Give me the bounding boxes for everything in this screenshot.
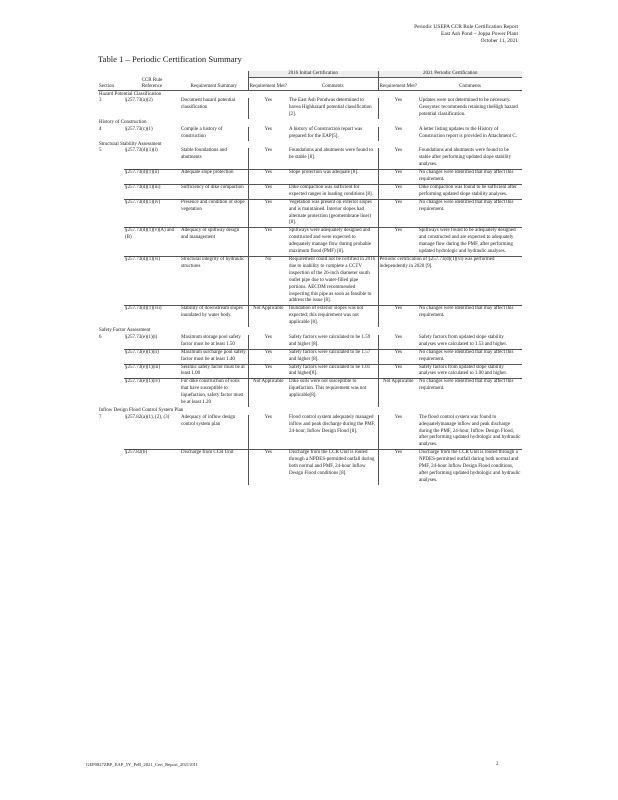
row-comments-2021: The flood control system was found to adequatelymanage inflow and peak discharge during the PMF, 24-hour, Inflow Design Flood, after performing updated hydrologic and hydraulic analyses. [419, 414, 521, 448]
table-row [98, 98, 522, 119]
column-header-comments-2021: Comments [418, 78, 522, 91]
table-body [98, 90, 522, 485]
row-rule-reference: §257.73(e)(1)(iii) [124, 364, 180, 379]
row-met-2016: Yes [248, 364, 288, 379]
category-row [98, 90, 522, 98]
row-requirement-summary: Adequacy of inflow design control system plan [180, 415, 248, 450]
row-comments-2021: No changes were identified that may affect this requirement. [418, 199, 522, 228]
row-requirement-summary: Discharge from CCR Unit [180, 450, 248, 485]
table-row [98, 228, 522, 257]
row-comments-2021: Foundations and abutments were found to be stable after performing updated slope stability analyses. [419, 148, 512, 168]
row-comments-2021: No changes were identified that may affect this requirement. [418, 349, 522, 364]
row-requirement-summary: Document hazard potential classification [180, 98, 248, 119]
table-row [98, 450, 522, 485]
column-header-reference-text: Reference [141, 83, 163, 89]
row-comments-2021: Dike compaction was found to be sufficient after performing updated slope stability analyses. [418, 184, 522, 199]
row-comments-2021: Discharge from the CCR Unit is routed through a NPDES-permitted outfall during both normal and PMF, 24-hour Inflow Design Flood conditions, after performing updated hydrologic and hydraulic analyses. [419, 450, 521, 483]
row-section-number [98, 199, 124, 228]
row-met-2016: Yes [264, 126, 272, 132]
row-met-2021: Yes [378, 184, 418, 199]
row-met-2021: Yes [394, 126, 402, 132]
table-row [98, 148, 522, 169]
group-header-2016: 2016 Initial Certification [248, 71, 378, 78]
column-header-met-2016: Requirement Met? [248, 78, 288, 91]
row-section-number [98, 228, 124, 257]
row-section-number [98, 306, 124, 327]
row-rule-reference: §257.73(d)(1)(vii) [124, 306, 180, 327]
row-section-number [98, 450, 124, 485]
row-requirement-summary: Structural integrity of hydraulic structures [180, 257, 248, 306]
row-comments-2021: Safety factors from updated slope stability analyses were calculated to 1.53 and higher. [419, 334, 508, 347]
row-met-2021: Yes [394, 98, 402, 104]
certification-summary-table-wrapper [98, 71, 522, 485]
row-requirement-summary: Maximum surcharge pool safety factor must be at least 1.40 [180, 349, 248, 364]
row-met-2016: Yes [248, 199, 288, 228]
row-section-number: 4 [99, 126, 102, 132]
row-met-2016: Yes [264, 98, 272, 104]
row-comments-2016: Vegetation was present on exterior slopes and is maintained. Interior slopes had alternate protection (geomembrane liner) [8]. [288, 199, 378, 228]
row-rule-reference: §257.82(a)(1), (2), (3) [125, 414, 170, 420]
row-requirement-summary: Presence and condition of slope vegetation [180, 199, 248, 228]
table-row [98, 199, 522, 228]
group-header-2021: 2021 Periodic Certification [378, 71, 522, 78]
row-met-2016: No [248, 257, 288, 306]
row-comments-2021: Safety factors from updated slope stability analyses were calculated to 1.00 and higher. [418, 364, 522, 379]
row-section-number [98, 349, 124, 364]
row-requirement-summary: Adequate slope protection [180, 170, 248, 185]
category-title: Inflow Design Flood Control System Plan [99, 407, 184, 413]
row-section-number: 5 [99, 148, 102, 154]
row-rule-reference: §257.73(d)(1)(v)(A) and (B) [124, 228, 180, 257]
row-comments-2021: No changes were identified that may affect this requirement. [418, 379, 522, 407]
row-met-2021: Yes [394, 414, 402, 420]
certification-summary-table [98, 71, 522, 485]
row-met-2016: Yes [248, 170, 288, 185]
row-section-number [98, 364, 124, 379]
row-met-2021: Yes [378, 364, 418, 379]
row-requirement-summary: Sufficiency of dike compaction [180, 184, 248, 199]
row-met-2021: Yes [378, 170, 418, 185]
row-rule-reference: §257.73(d)(1)(vi) [124, 257, 180, 306]
row-rule-reference: §257.73(e)(1)(iv) [124, 379, 180, 407]
row-comments-2021: A letter listing updates to the History of Construction report is provided in Attachment C. [419, 126, 517, 139]
table-row [98, 415, 522, 450]
table-row [98, 349, 522, 364]
row-requirement-summary: Stability of downstream slopes inundated by water body. [180, 306, 248, 327]
row-rule-reference: §257.82(b) [124, 450, 180, 485]
category-row [98, 407, 522, 415]
row-comments-2016: The East Ash Pondwas determined to havea Highhazard potential classification [2]. [288, 98, 378, 119]
column-header-summary: Requirement Summary [180, 78, 248, 91]
row-comments-2016: Discharge from the CCR Unit is routed through a NPDES-permitted outfall during both normal and PMF, 24-hour Inflow Design Flood conditions [8]. [288, 450, 378, 485]
row-met-2016: Yes [248, 450, 288, 485]
row-comments-2021: No changes were identified that may affect this requirement. [418, 170, 522, 185]
table-row [98, 364, 522, 379]
row-section-number: 6 [99, 334, 102, 340]
category-row [98, 119, 522, 127]
row-section-number [98, 257, 124, 306]
row-comments-2016: Safety factors were calculated to be 1.57 and higher [8]. [288, 349, 378, 364]
row-comments-2016: Foundations and abutments were found to be stable [8]. [288, 148, 378, 169]
row-requirement-summary: Maximum storage pool safety factor must be at least 1.50 [180, 335, 248, 349]
row-rule-reference: §257.73(e)(1)(i) [125, 334, 158, 340]
row-requirement-summary: Stable foundations and abutments [180, 148, 248, 169]
row-rule-reference: §257.73(d)(1)(iii) [124, 184, 180, 199]
row-requirement-summary: Adequacy of spillway design and management [180, 228, 248, 257]
row-met-2021: Not Applicable [378, 379, 418, 407]
row-met-2021: Yes [394, 148, 402, 154]
column-header-ccr-rule-text: CCR Rule [141, 77, 163, 83]
row-section-number: 3 [99, 98, 102, 104]
row-comments-2016: Dike soils were not susceptible to liquefaction. This requirement was not applicable[8]. [288, 379, 378, 407]
row-met-2016: Yes [264, 148, 272, 154]
row-section-number: 7 [99, 414, 102, 420]
row-section-number [98, 184, 124, 199]
row-met-2016: Yes [248, 184, 288, 199]
footer-filename: GEP0827ZBP_EAP_5Y_PeR_2021_Cert_Report_20211011 [86, 762, 198, 767]
row-met-2016: Yes [264, 334, 272, 340]
row-met-2021: Yes [378, 199, 418, 228]
header-site-name: East Ash Pond – Joppa Power Plant [441, 31, 518, 37]
row-comments-2016: Spillways were adequately designed and constructed and were expected to adequately manage flow during probable maximum flood (PMF) [8]. [288, 228, 378, 257]
row-comments-2016: Safety factors were calculated to be 1.01 and higher[8]. [288, 364, 378, 379]
row-requirement-summary: Compile a history of construction [180, 127, 248, 141]
row-met-2021: Yes [378, 306, 418, 327]
row-comments-2021: No changes were identified that may affect this requirement. [418, 306, 522, 327]
row-comments-2016: Slope protection was adequate [8]. [288, 170, 378, 185]
row-comments-2016: Inundation of exterior slopes was not expected; this requirement was not applicable [8]. [288, 306, 378, 327]
row-requirement-summary: Seismic safety factor must be at least 1.00 [180, 364, 248, 379]
column-header-comments-2016: Comments [288, 78, 378, 91]
row-comments-2016: Dike compaction was sufficient for expected ranges in loading conditions [8]. [288, 184, 378, 199]
category-title: Structural Stability Assessment [99, 141, 162, 147]
table-row [98, 170, 522, 185]
table-row [98, 127, 522, 141]
category-row [98, 141, 522, 149]
column-header-met-2021: Requirement Met? [378, 78, 418, 91]
column-header-section: Section [98, 78, 124, 91]
table-row [98, 184, 522, 199]
row-met-2021: Yes [378, 450, 418, 485]
table-row [98, 379, 522, 407]
category-title: Hazard Potential Classification [99, 91, 162, 97]
row-rule-reference: §257.73(e)(1)(ii) [124, 349, 180, 364]
row-rule-reference: §257.73(a)(2) [125, 98, 153, 104]
header-date: October 11, 2021 [480, 38, 518, 44]
row-rule-reference: §257.73(c)(1) [125, 126, 153, 132]
category-title: Safety Factor Assessment [99, 328, 151, 334]
row-met-2021: Yes [378, 228, 418, 257]
table-row [98, 257, 522, 306]
row-rule-reference: §257.73(d)(1)(i) [125, 148, 158, 154]
row-met-2021: Yes [378, 349, 418, 364]
table-title: Table 1 – Periodic Certification Summary [98, 54, 242, 64]
header-report-name: Periodic USEPA CCR Rule Certification Report [414, 24, 518, 30]
row-comments-2021-merged: Periodic certification of §257.73(d)(1)(vi) was performed independently in 2020 [9]. [378, 257, 522, 306]
table-row [98, 306, 522, 327]
row-section-number [98, 379, 124, 407]
row-met-2016: Yes [264, 414, 272, 420]
row-section-number [98, 170, 124, 185]
row-met-2016: Yes [248, 349, 288, 364]
row-met-2016: Not Applicable [248, 379, 288, 407]
row-comments-2016: Safety factors were calculated to be 1.59 and higher [8]. [288, 335, 378, 349]
row-comments-2021: Updates were not determined to be necessary. Geosyntec recommends retaining theHigh hazard potential classification. [419, 98, 518, 118]
row-comments-2016: Flood control system adequately managed inflow and peak discharge during the PMF, 24-hour, Inflow Design Flood [8]. [288, 415, 378, 450]
row-comments-2016: A history of Construction report was prepared for the EAP[5]. [288, 127, 378, 141]
row-requirement-summary: For dike construction of soils that have susceptible to liquefaction, safety factor must be at least 1.20 [180, 379, 248, 407]
row-comments-2021: Spillways were found to be adequately designed and constructed and are expected to adequately manage flow during the PMF, after performing updated hydrologic and hydraulic analyses. [418, 228, 522, 257]
category-row [98, 327, 522, 335]
row-met-2016: Not Applicable [248, 306, 288, 327]
row-rule-reference: §257.73(d)(1)(ii) [124, 170, 180, 185]
page-number: 2 [496, 762, 499, 767]
row-rule-reference: §257.73(d)(1)(iv) [124, 199, 180, 228]
row-comments-2016: Requirement could not be certified in 2016 due to inability to complete a CCTV inspection of the 26-inch diameter south outlet pipe due to water-filled pipe portions. AECOM recommended inspecting this pipe as soon as feasible to address the issue [8]. [288, 257, 378, 306]
table-row [98, 335, 522, 349]
category-title: History of Construction [99, 120, 147, 126]
row-met-2016: Yes [248, 228, 288, 257]
report-header [414, 24, 518, 45]
row-met-2021: Yes [394, 334, 402, 340]
column-header-ccr-rule [124, 78, 180, 91]
